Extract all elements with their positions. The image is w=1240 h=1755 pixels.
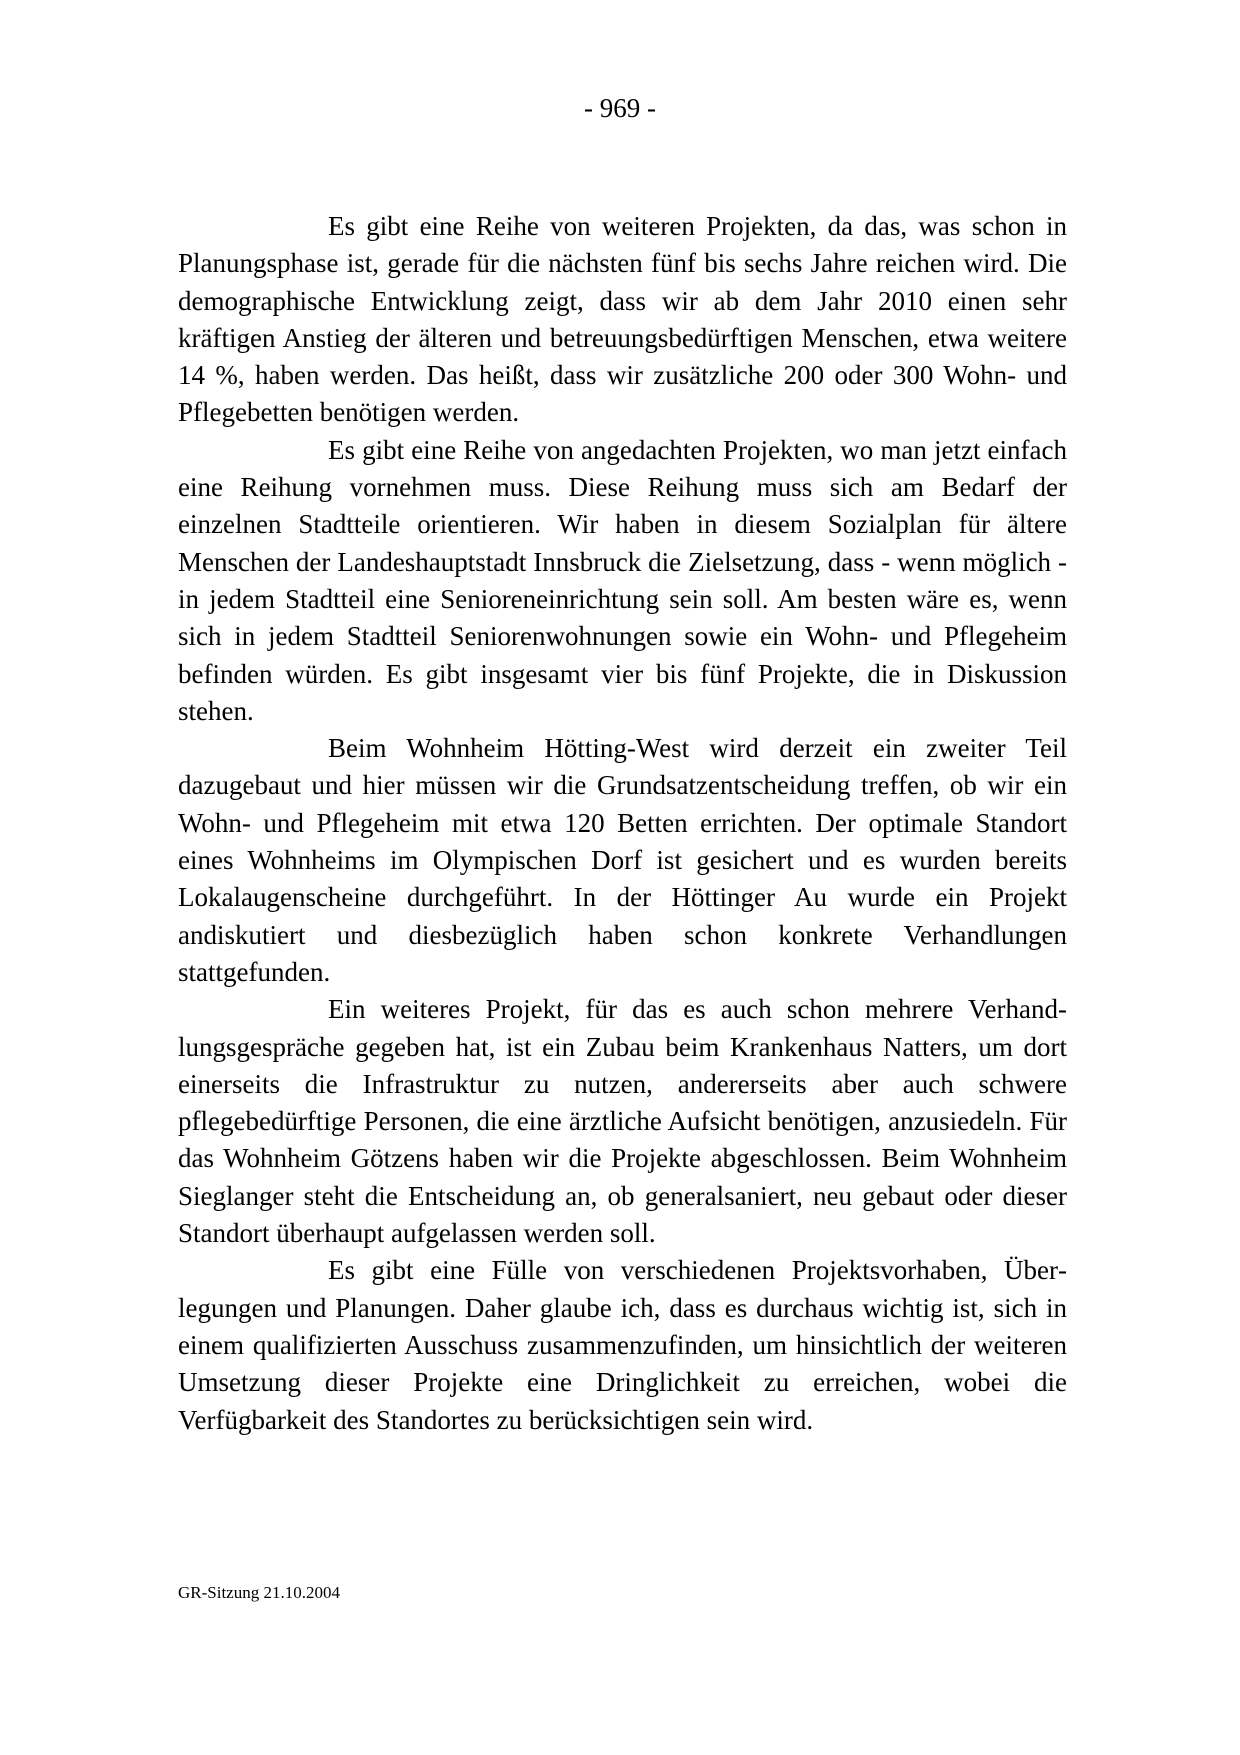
body-text [178, 208, 1067, 1439]
paragraph: Beim Wohnheim Hötting-West wird derzeit ein zweiter Teil dazugebaut und hier müssen wir die Grundsatzentscheidung treffen, ob wir ein Wohn- und Pflegeheim mit etwa 120 Betten errichten. Der optimale Standort eines Wohnheims im Olympischen Dorf ist gesichert und es wurden bereits Lokalaugenscheine durchgeführt. In der Höttinger Au wurde ein Projekt andiskutiert und diesbezüglich haben schon konkrete Verhandlungen stattgefunden. [178, 733, 1067, 987]
paragraph: Es gibt eine Fülle von verschiedenen Projektsvorhaben, Überlegungen und Planungen. Daher glaube ich, dass es durchaus wichtig ist, sich in einem qualifizierten Ausschuss zusammenzufinden, um hinsichtlich der weiteren Umsetzung dieser Projekte eine Dringlichkeit zu erreichen, wobei die Verfügbarkeit des Standortes zu berücksichtigen sein wird. [178, 1255, 1067, 1435]
page-number: - 969 - [584, 93, 656, 123]
paragraph: Es gibt eine Reihe von angedachten Projekten, wo man jetzt einfach eine Reihung vornehmen muss. Diese Reihung muss sich am Bedarf der einzelnen Stadtteile orientieren. Wir haben in diesem Sozialplan für ältere Menschen der Landeshauptstadt Innsbruck die Zielsetzung, dass - wenn möglich - in jedem Stadtteil eine Senioreneinrichtung sein soll. Am besten wäre es, wenn sich in jedem Stadtteil Seniorenwohnungen sowie ein Wohn- und Pflegeheim befinden würden. Es gibt insgesamt vier bis fünf Projekte, die in Diskussion stehen. [178, 434, 1067, 726]
paragraph: Es gibt eine Reihe von weiteren Projekten, da das, was schon in Planungsphase ist, gerade für die nächsten fünf bis sechs Jahre reichen wird. Die demographische Entwicklung zeigt, dass wir ab dem Jahr 2010 einen sehr kräftigen Anstieg der älteren und betreuungsbedürftigen Menschen, etwa weitere 14 %, haben werden. Das heißt, dass wir zusätzliche 200 oder 300 Wohn- und Pflegebetten benötigen werden. [178, 211, 1067, 428]
footer-session-date: GR-Sitzung 21.10.2004 [178, 1583, 340, 1602]
paragraph: Ein weiteres Projekt, für das es auch schon mehrere Verhandlungsgespräche gegeben hat, ist ein Zubau beim Krankenhaus Natters, um dort einerseits die Infrastruktur zu nutzen, andererseits aber auch schwere pflegebedürftige Personen, die eine ärztliche Aufsicht benötigen, anzusiedeln. Für das Wohnheim Götzens haben wir die Projekte abgeschlossen. Beim Wohnheim Sieglanger steht die Entscheidung an, ob generalsaniert, neu gebaut oder dieser Standort überhaupt aufgelassen werden soll. [178, 994, 1067, 1249]
